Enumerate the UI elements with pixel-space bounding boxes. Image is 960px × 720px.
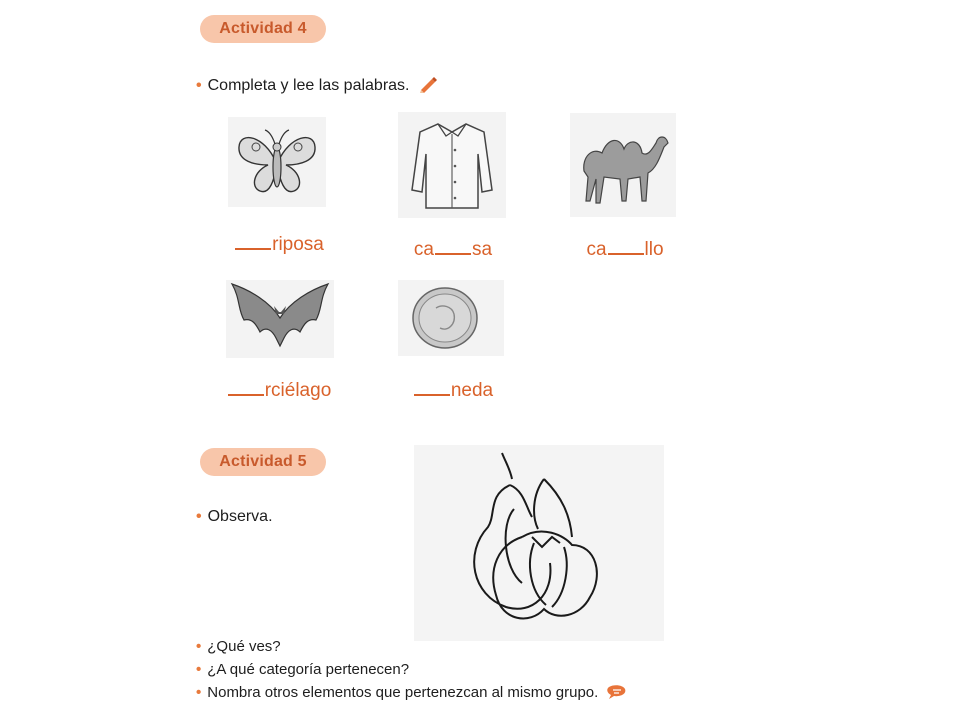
word-butterfly [204, 234, 354, 256]
word-suffix: riposa [272, 234, 324, 255]
instruction-text: Completa y lee las palabras. [207, 77, 410, 94]
bullet: • [196, 77, 202, 94]
blank[interactable] [414, 393, 450, 396]
word-bat [204, 380, 354, 402]
bullet: • [196, 638, 202, 655]
pencil-icon [418, 75, 438, 98]
blank[interactable] [608, 252, 644, 255]
word-suffix: sa [472, 239, 493, 260]
word-coin [378, 380, 528, 402]
blank[interactable] [235, 247, 271, 250]
word-camel [550, 239, 700, 261]
bat-picture [226, 280, 334, 358]
butterfly-picture [228, 117, 326, 207]
word-shirt [378, 239, 528, 261]
activity-5-instruction [196, 508, 273, 526]
word-suffix: neda [450, 380, 494, 401]
question-3 [196, 684, 628, 704]
activity-4-badge: Actividad 4 [200, 15, 326, 43]
activity-5-badge: Actividad 5 [200, 448, 326, 476]
word-prefix: ca [413, 239, 434, 260]
blank[interactable] [435, 252, 471, 255]
bullet: • [196, 508, 202, 525]
word-suffix: llo [644, 239, 664, 260]
fruit-outline-picture [414, 445, 664, 641]
activity-4-instruction [196, 75, 438, 98]
camel-picture [570, 113, 676, 217]
word-prefix: ca [586, 239, 607, 260]
word-suffix: rciélago [264, 380, 332, 401]
bullet: • [196, 661, 202, 678]
blank[interactable] [228, 393, 264, 396]
question-text: ¿A qué categoría pertenecen? [207, 661, 410, 678]
question-text: Nombra otros elementos que pertenezcan al mismo grupo. [207, 684, 599, 701]
shirt-picture [398, 112, 506, 218]
bullet: • [196, 684, 202, 701]
coin-picture [398, 280, 504, 356]
speech-bubble-icon [606, 684, 628, 704]
question-1 [196, 638, 281, 655]
question-text: ¿Qué ves? [207, 638, 281, 655]
instruction-text: Observa. [207, 508, 273, 525]
question-2 [196, 661, 409, 678]
